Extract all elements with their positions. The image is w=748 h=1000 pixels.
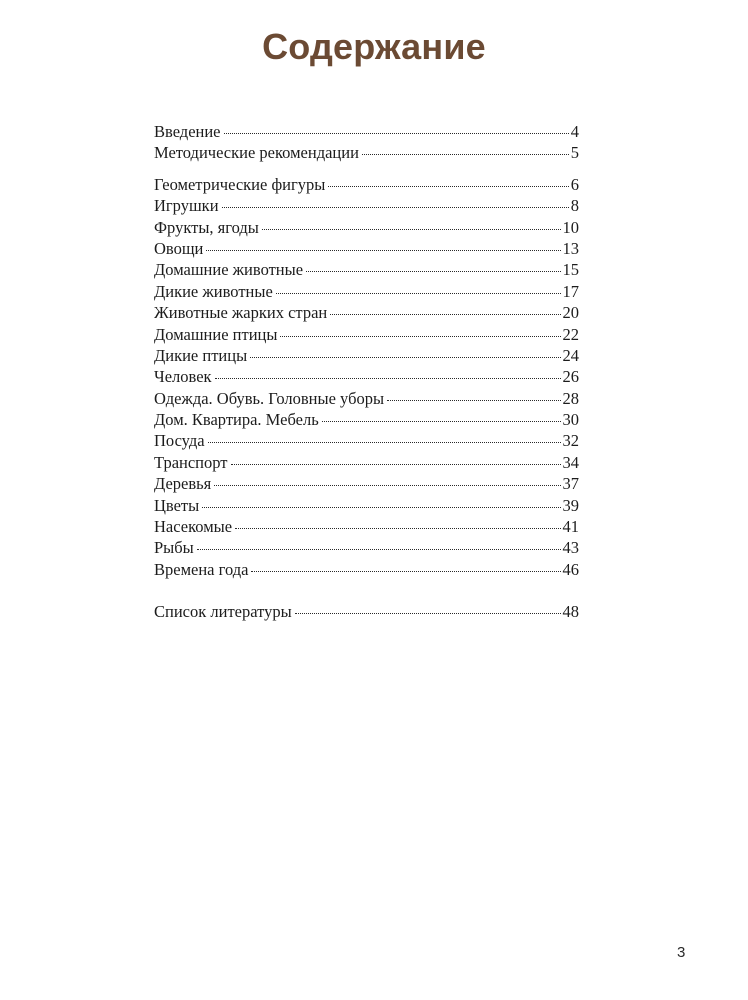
toc-entry-page: 37 (562, 474, 579, 494)
toc-entry-page: 41 (562, 517, 579, 537)
toc-entry-page: 4 (570, 122, 579, 141)
toc-leader-dots (250, 357, 560, 358)
toc-entry-page: 39 (562, 495, 579, 515)
toc-entry-page: 15 (562, 260, 579, 280)
toc-leader-dots (197, 549, 561, 550)
toc-entry (154, 560, 579, 581)
toc-leader-dots (251, 571, 560, 572)
toc-leader-dots (276, 293, 561, 294)
toc-entry (154, 239, 579, 260)
toc-leader-dots (222, 207, 569, 208)
toc-entry-label: Деревья (154, 474, 212, 494)
toc-entry-label: Человек (154, 367, 212, 387)
toc-entry-page: 10 (562, 217, 579, 237)
toc-entry-label: Рыбы (154, 538, 194, 558)
toc-entry (154, 122, 579, 143)
toc-leader-dots (328, 186, 568, 187)
toc-entry-page: 5 (570, 143, 579, 163)
toc-leader-dots (208, 442, 561, 443)
toc-group-gap (154, 165, 579, 175)
toc-entry (154, 410, 579, 431)
toc-entry (154, 602, 579, 623)
toc-entry-page: 22 (562, 324, 579, 344)
page-title: Содержание (262, 26, 486, 67)
toc-entry-page: 17 (562, 281, 579, 301)
toc-entry-page: 46 (562, 559, 579, 579)
toc-entry-page: 6 (570, 174, 579, 194)
toc-entry-label: Цветы (154, 495, 200, 515)
toc-entry-label: Игрушки (154, 196, 219, 216)
toc-leader-dots (202, 507, 560, 508)
toc-leader-dots (322, 421, 561, 422)
toc-entry-page: 28 (562, 388, 579, 408)
toc-entry-label: Овощи (154, 238, 204, 258)
toc-leader-dots (262, 229, 561, 230)
toc-entry-page: 30 (562, 410, 579, 430)
toc-entry-label: Фрукты, ягоды (154, 217, 259, 237)
toc-entry-label: Список литературы (154, 602, 292, 622)
page-number: 3 (677, 944, 686, 961)
toc-entry (154, 282, 579, 303)
toc-entry-label: Введение (154, 122, 221, 141)
toc-entry-page: 24 (562, 345, 579, 365)
toc-leader-dots (206, 250, 560, 251)
toc-entry-label: Дикие птицы (154, 345, 248, 365)
toc-entry (154, 196, 579, 217)
toc-leader-dots (231, 464, 561, 465)
toc-leader-dots (235, 528, 560, 529)
toc-entry-page: 20 (562, 303, 579, 323)
toc-entry-page: 43 (562, 538, 579, 558)
toc-entry (154, 175, 579, 196)
toc-leader-dots (214, 485, 560, 486)
toc-entry-label: Дикие животные (154, 281, 273, 301)
toc-entry-label: Времена года (154, 559, 249, 579)
toc-group-gap (154, 581, 579, 602)
toc-entry (154, 367, 579, 388)
toc-leader-dots (280, 336, 560, 337)
toc-leader-dots (387, 400, 560, 401)
toc-entry-page: 8 (570, 196, 579, 216)
toc-entry-label: Геометрические фигуры (154, 174, 326, 194)
toc-entry (154, 538, 579, 559)
toc-entry-page: 48 (562, 602, 579, 622)
toc-entry (154, 218, 579, 239)
toc-entry (154, 453, 579, 474)
toc-entry (154, 325, 579, 346)
toc-entry-label: Транспорт (154, 452, 228, 472)
toc-entry-label: Домашние животные (154, 260, 304, 280)
toc-entry-label: Дом. Квартира. Мебель (154, 410, 319, 430)
toc-entry (154, 517, 579, 538)
toc-leader-dots (215, 378, 561, 379)
toc-leader-dots (295, 613, 561, 614)
toc-entry-page: 32 (562, 431, 579, 451)
toc-entry (154, 346, 579, 367)
toc-leader-dots (224, 133, 569, 134)
toc-leader-dots (362, 154, 569, 155)
toc-entry (154, 389, 579, 410)
toc-entry-page: 13 (562, 238, 579, 258)
toc-entry-label: Животные жарких стран (154, 303, 328, 323)
toc-entry (154, 303, 579, 324)
toc-entry-label: Методические рекомендации (154, 143, 359, 163)
toc-leader-dots (306, 271, 560, 272)
toc-entry (154, 143, 579, 164)
toc-entry (154, 431, 579, 452)
toc-entry-label: Одежда. Обувь. Головные уборы (154, 388, 385, 408)
table-of-contents (154, 122, 579, 624)
toc-entry (154, 474, 579, 495)
toc-entry-label: Посуда (154, 431, 205, 451)
toc-leader-dots (330, 314, 560, 315)
toc-entry-label: Домашние птицы (154, 324, 278, 344)
toc-entry (154, 260, 579, 281)
toc-entry (154, 496, 579, 517)
toc-entry-page: 34 (562, 452, 579, 472)
toc-entry-page: 26 (562, 367, 579, 387)
toc-entry-label: Насекомые (154, 517, 233, 537)
